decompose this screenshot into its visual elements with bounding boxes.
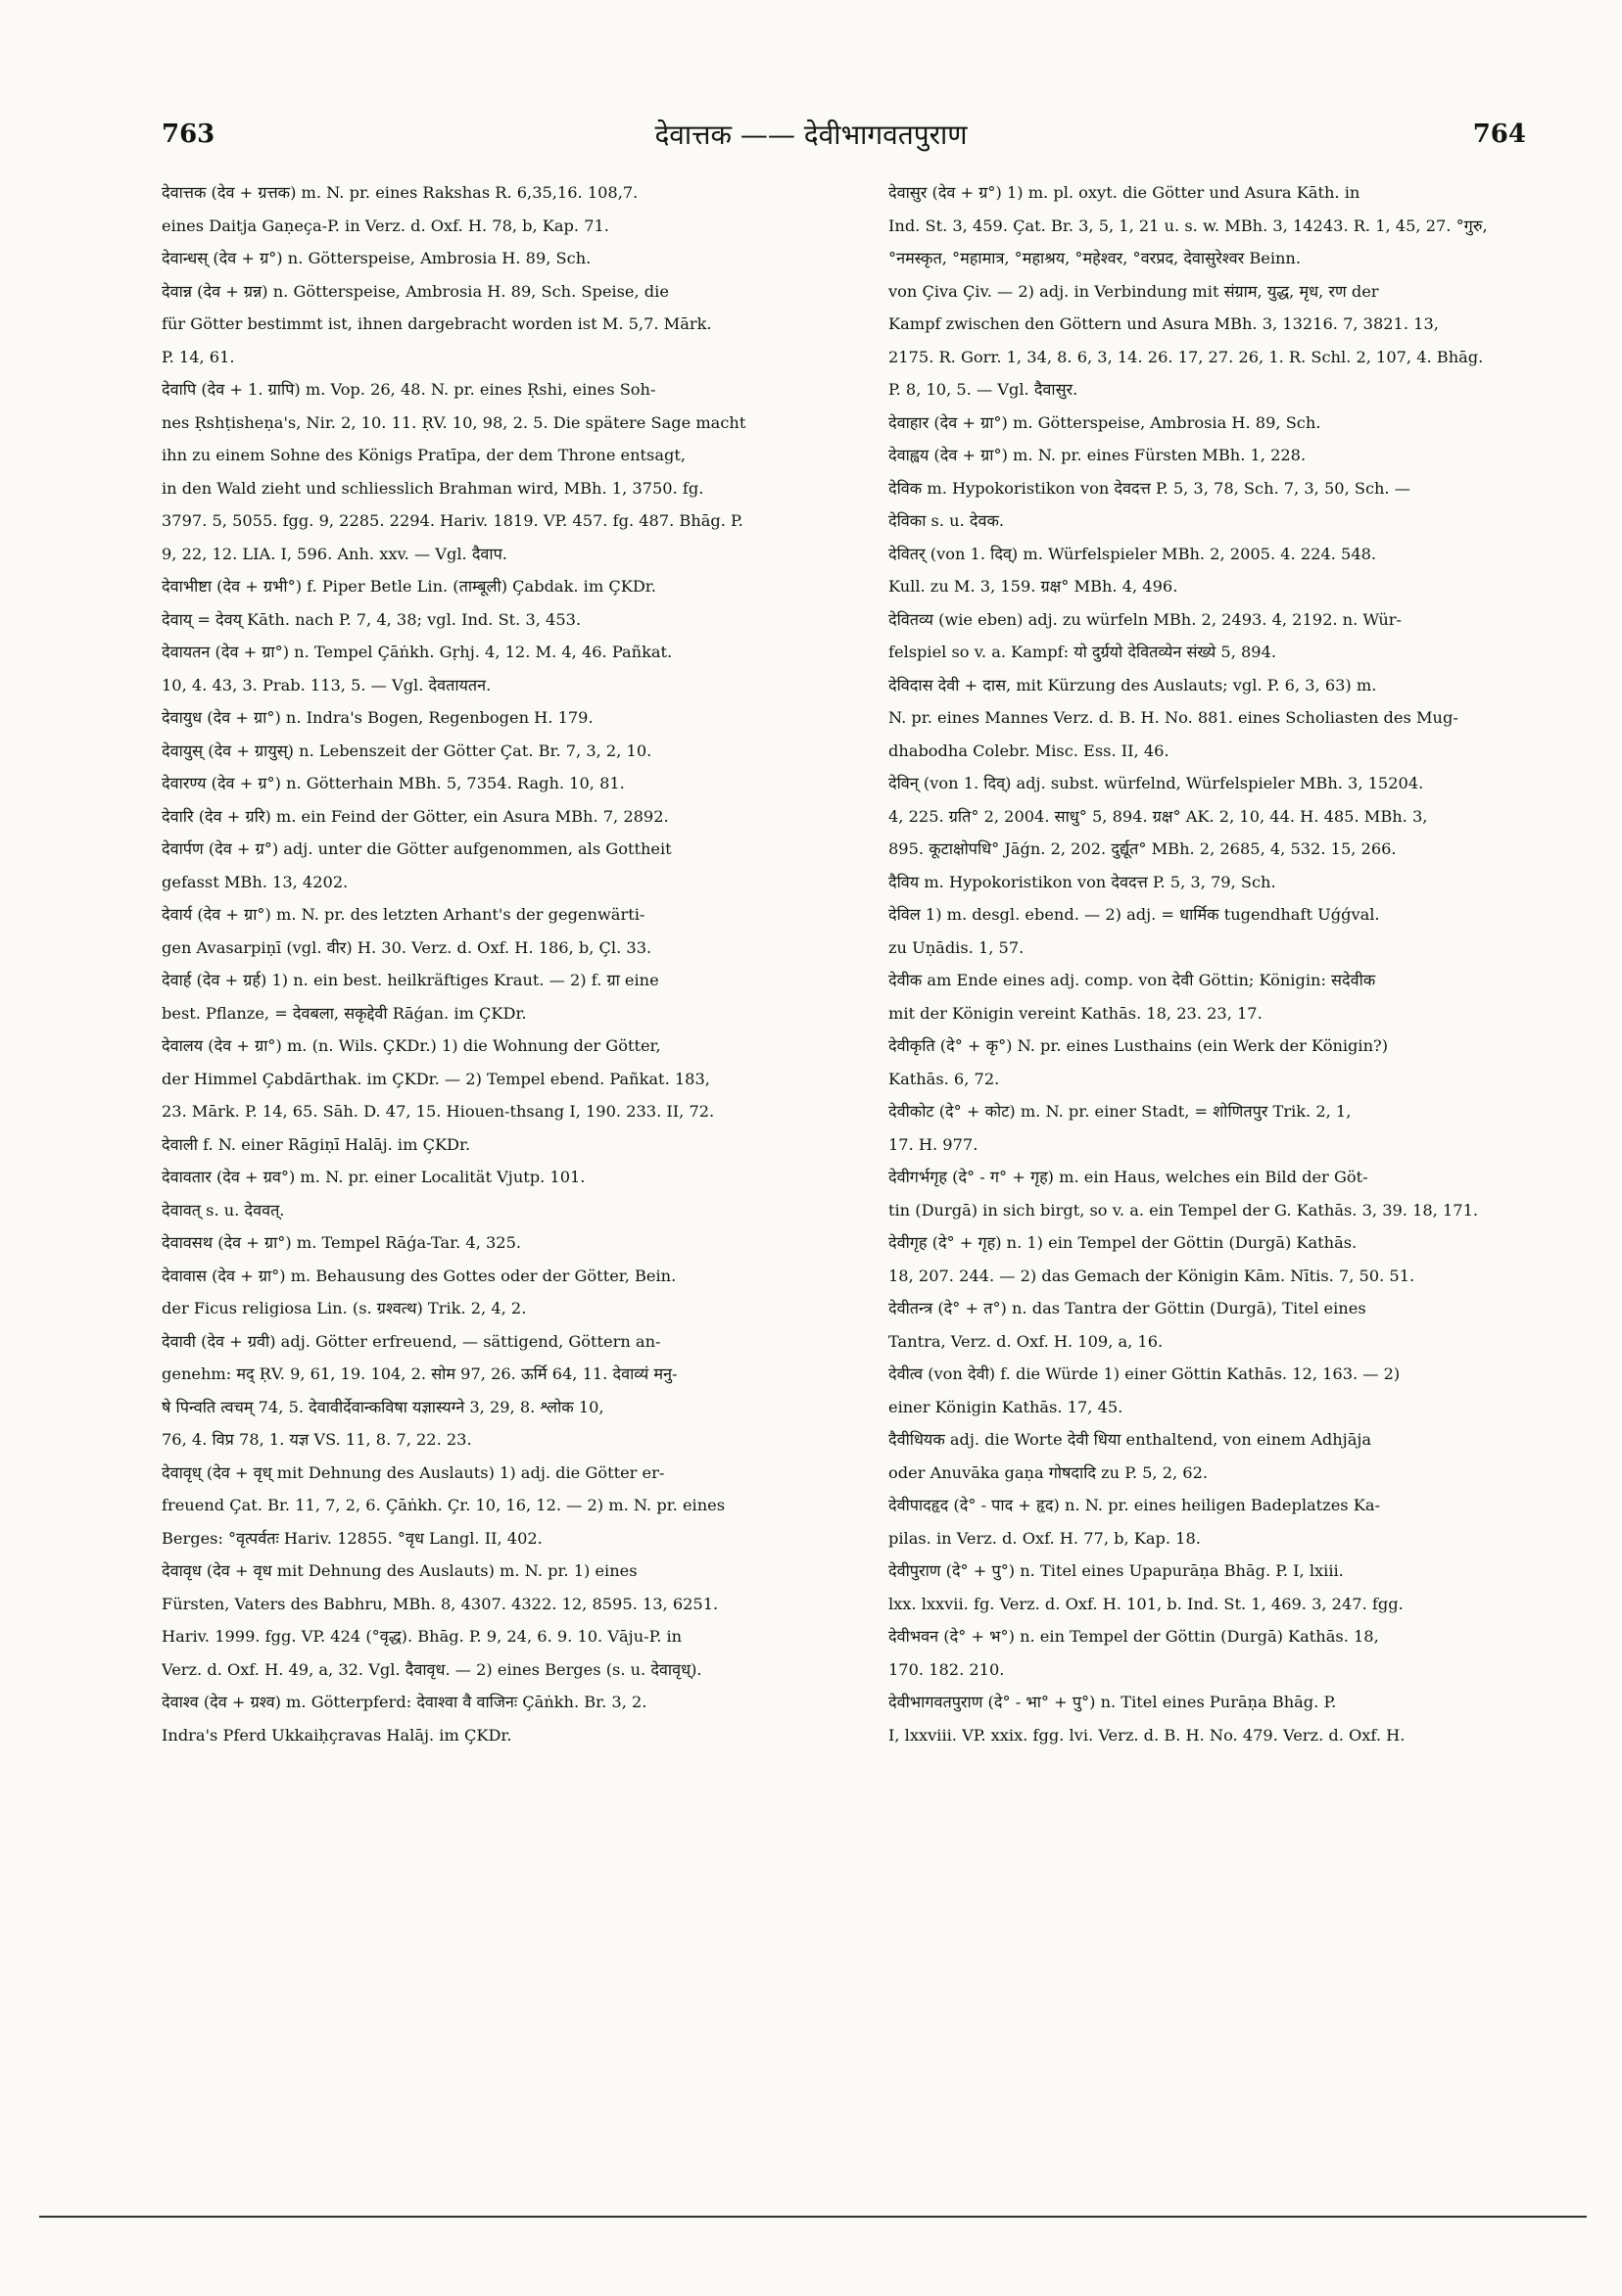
- entry-line: देवीकोट (दे° + कोट) m. N. pr. einer Stadt, = शोणितपुर Trik. 2, 1,: [888, 1102, 1352, 1121]
- entry-line: देवावी (देव + ग्रवी) adj. Götter erfreuend, — sättigend, Göttern an-: [162, 1331, 661, 1351]
- entry-line: 2175. R. Gorr. 1, 34, 8. 6, 3, 14. 26. 17, 27. 26, 1. R. Schl. 2, 107, 4. Bhāg.: [888, 347, 1484, 366]
- page-number-left: 763: [162, 120, 215, 149]
- entry-line: देवारि (देव + ग्ररि) m. ein Feind der Götter, ein Asura MBh. 7, 2892.: [162, 806, 669, 826]
- entry-line: देवीभवन (दे° + भ°) n. ein Tempel der Göttin (Durgā) Kathās. 18,: [888, 1627, 1379, 1646]
- entry-line: देवार्ह (देव + ग्रर्ह) 1) n. ein best. heilkräftiges Kraut. — 2) f. ग्रा eine: [162, 971, 659, 989]
- entry-line: देवापि (देव + 1. ग्रापि) m. Vop. 26, 48. N. pr. eines Ṛshi, eines Soh-: [162, 380, 656, 399]
- entry-line: 9, 22, 12. LIA. I, 596. Anh. xxv. — Vgl. दैवाप.: [162, 544, 507, 563]
- entry-line: lxx. lxxvii. fg. Verz. d. Oxf. H. 101, b. Ind. St. 1, 469. 3, 247. fgg.: [888, 1594, 1404, 1613]
- entry-line: 23. Mārk. P. 14, 65. Sāh. D. 47, 15. Hiouen-thsang I, 190. 233. II, 72.: [162, 1102, 715, 1121]
- entry-line: देवीक am Ende eines adj. comp. von देवी Göttin; Königin: सदेवीक: [888, 971, 1376, 989]
- entry-line: देवान्न (देव + ग्रन्न) n. Götterspeise, Ambrosia H. 89, Sch. Speise, die: [162, 281, 669, 301]
- entry-line: देवावास (देव + ग्रा°) m. Behausung des Gottes oder der Götter, Bein.: [162, 1266, 677, 1285]
- entry-line: Fürsten, Vaters des Babhru, MBh. 8, 4307. 4322. 12, 8595. 13, 6251.: [162, 1594, 719, 1613]
- entry-line: der Ficus religiosa Lin. (s. ग्रश्वत्थ) Trik. 2, 4, 2.: [162, 1299, 527, 1317]
- entry-line: für Götter bestimmt ist, ihnen dargebracht worden ist M. 5,7. Mārk.: [162, 314, 712, 333]
- entry-line: 3797. 5, 5055. fgg. 9, 2285. 2294. Hariv. 1819. VP. 457. fg. 487. Bhāg. P.: [162, 511, 743, 530]
- entry-line: Kathās. 6, 72.: [888, 1069, 1000, 1088]
- entry-line: 10, 4. 43, 3. Prab. 113, 5. — Vgl. देवतायतन.: [162, 675, 492, 694]
- entry-line: 76, 4. विप्र 78, 1. यज्ञ VS. 11, 8. 7, 22. 23.: [162, 1430, 472, 1449]
- entry-line: देवीगर्भगृह (दे° - ग° + गृह) m. ein Haus, welches ein Bild der Göt-: [888, 1168, 1368, 1186]
- left-column: [162, 176, 859, 1751]
- entry-line: देवाभीष्टा (देव + ग्रभी°) f. Piper Betle Lin. (ताम्बूली) Çabdak. im ÇKDr.: [162, 577, 656, 596]
- entry-line: 170. 182. 210.: [888, 1659, 1005, 1679]
- running-head: देवात्तक —— देवीभागवतपुराण: [654, 119, 968, 151]
- entry-line: P. 8, 10, 5. — Vgl. दैवासुर.: [888, 380, 1078, 399]
- entry-line: देवायुध (देव + ग्रा°) n. Indra's Bogen, Regenbogen H. 179.: [162, 708, 594, 727]
- entry-line: देवीगृह (दे° + गृह) n. 1) ein Tempel der Göttin (Durgā) Kathās.: [888, 1233, 1358, 1252]
- entry-line: I, lxxviii. VP. xxix. fgg. lvi. Verz. d. B. H. No. 479. Verz. d. Oxf. H.: [888, 1725, 1406, 1745]
- entry-line: 4, 225. ग्रति° 2, 2004. साधु° 5, 894. ग्रक्ष° AK. 2, 10, 44. H. 485. MBh. 3,: [888, 806, 1428, 826]
- entry-line: दैविय m. Hypokoristikon von देवदत्त P. 5, 3, 79, Sch.: [888, 872, 1276, 891]
- entry-line: देवीभागवतपुराण (दे° - भा° + पु°) n. Titel eines Purāṇa Bhāg. P.: [888, 1693, 1337, 1711]
- entry-line: देवायतन (देव + ग्रा°) n. Tempel Çāṅkh. Gṛhj. 4, 12. M. 4, 46. Pañkat.: [162, 643, 673, 661]
- entry-line: zu Uṇādis. 1, 57.: [888, 937, 1025, 957]
- entry-line: देवितर् (von 1. दिव्) m. Würfelspieler MBh. 2, 2005. 4. 224. 548.: [888, 544, 1377, 563]
- entry-line: देविन् (von 1. दिव्) adj. subst. würfelnd, Würfelspieler MBh. 3, 15204.: [888, 774, 1424, 792]
- entry-line: ihn zu einem Sohne des Königs Pratīpa, der dem Throne entsagt,: [162, 446, 687, 464]
- entry-line: 895. कूटाक्षोपधि° Jāǵn. 2, 202. दुर्द्यूत° MBh. 2, 2685, 4, 532. 15, 266.: [888, 839, 1397, 858]
- entry-line: देवीतन्त्र (दे° + त°) n. das Tantra der Göttin (Durgā), Titel eines: [888, 1299, 1366, 1317]
- entry-line: Tantra, Verz. d. Oxf. H. 109, a, 16.: [888, 1331, 1164, 1351]
- entry-line: Indra's Pferd Ukkaiḥçravas Halāj. im ÇKDr.: [162, 1725, 512, 1745]
- entry-line: Hariv. 1999. fgg. VP. 424 (°वृद्ध). Bhāg. P. 9, 24, 6. 9. 10. Vāju-P. in: [162, 1627, 683, 1646]
- entry-line: देवाहार (देव + ग्रा°) m. Götterspeise, Ambrosia H. 89, Sch.: [888, 412, 1321, 432]
- entry-line: nes Ṛshṭisheṇa's, Nir. 2, 10. 11. ṚV. 10, 98, 2. 5. Die spätere Sage macht: [162, 412, 746, 432]
- entry-line: देवावत् s. u. देववत्.: [162, 1200, 285, 1220]
- footer-rule-left: [39, 2216, 862, 2218]
- entry-line: felspiel so v. a. Kampf: यो दुर्ग्रयो देवितव्येन संख्ये 5, 894.: [888, 643, 1277, 661]
- entry-line: देविदास देवी + दास, mit Kürzung des Auslauts; vgl. P. 6, 3, 63) m.: [888, 675, 1377, 694]
- entry-line: genehm: मद् ṚV. 9, 61, 19. 104, 2. सोम 97, 26. ऊर्मि 64, 11. देवाव्यं मनु-: [162, 1364, 678, 1383]
- entry-line: °नमस्कृत, °महामात्र, °महाश्रय, °महेश्वर, °वरप्रद, देवासुरेश्वर Beinn.: [888, 249, 1301, 267]
- entry-line: der Himmel Çabdārthak. im ÇKDr. — 2) Tempel ebend. Pañkat. 183,: [162, 1069, 710, 1088]
- entry-line: देवाय् = देवय् Kāth. nach P. 7, 4, 38; vgl. Ind. St. 3, 453.: [162, 609, 582, 629]
- entry-line: देवासुर (देव + ग्र°) 1) m. pl. oxyt. die Götter und Asura Kāth. in: [888, 183, 1360, 202]
- entry-line: देवाश्व (देव + ग्रश्व) m. Götterpferd: देवाश्वा वै वाजिनः Çāṅkh. Br. 3, 2.: [162, 1693, 647, 1711]
- entry-line: देवायुस् (देव + ग्रायुस्) n. Lebenszeit der Götter Çat. Br. 7, 3, 2, 10.: [162, 741, 652, 760]
- entry-line: देवावतार (देव + ग्रव°) m. N. pr. einer Localität Vjutp. 101.: [162, 1168, 586, 1186]
- entry-line: देवीपुराण (दे° + पु°) n. Titel eines Upapurāṇa Bhāg. P. I, lxiii.: [888, 1561, 1344, 1580]
- entry-line: 17. H. 977.: [888, 1134, 978, 1154]
- entry-line: tin (Durgā) in sich birgt, so v. a. ein Tempel der G. Kathās. 3, 39. 18, 171.: [888, 1200, 1479, 1220]
- entry-line: mit der Königin vereint Kathās. 18, 23. 23, 17.: [888, 1003, 1263, 1023]
- entry-line: freuend Çat. Br. 11, 7, 2, 6. Çāṅkh. Çr. 10, 16, 12. — 2) m. N. pr. eines: [162, 1496, 726, 1514]
- entry-line: देवारण्य (देव + ग्र°) n. Götterhain MBh. 5, 7354. Ragh. 10, 81.: [162, 774, 625, 792]
- entry-line: Berges: °वृत्पर्वतः Hariv. 12855. °वृध Langl. II, 402.: [162, 1528, 543, 1548]
- entry-line: देविल 1) m. desgl. ebend. — 2) adj. = धार्मिक tugendhaft Uǵǵval.: [888, 905, 1380, 924]
- entry-line: N. pr. eines Mannes Verz. d. B. H. No. 881. eines Scholiasten des Mug-: [888, 708, 1458, 727]
- entry-line: in den Wald zieht und schliesslich Brahman wird, MBh. 1, 3750. fg.: [162, 478, 704, 498]
- entry-line: देवार्पण (देव + ग्र°) adj. unter die Götter aufgenommen, als Gottheit: [162, 839, 672, 858]
- footer-rule-right: [862, 2216, 1587, 2218]
- entry-line: eines Daitja Gaṇeça-P. in Verz. d. Oxf. H. 78, b, Kap. 71.: [162, 215, 609, 235]
- entry-line: देवितव्य (wie eben) adj. zu würfeln MBh. 2, 2493. 4, 2192. n. Wür-: [888, 609, 1403, 629]
- entry-line: दैवीधियक adj. die Worte देवी धिया enthaltend, von einem Adhjāja: [888, 1430, 1372, 1449]
- entry-line: oder Anuvāka gaṇa गोषदादि zu P. 5, 2, 62.: [888, 1462, 1209, 1482]
- entry-line: षे पिन्वति त्वचम् 74, 5. देवावीर्देवान्कविषा यज्ञास्यग्ने 3, 29, 8. श्लोक 10,: [162, 1397, 604, 1416]
- entry-line: देविक m. Hypokoristikon von देवदत्त P. 5, 3, 78, Sch. 7, 3, 50, Sch. —: [888, 478, 1410, 498]
- entry-line: देवाली f. N. einer Rāgiṇī Halāj. im ÇKDr.: [162, 1134, 471, 1154]
- entry-line: Kull. zu M. 3, 159. ग्रक्ष° MBh. 4, 496.: [888, 577, 1178, 596]
- entry-line: gefasst MBh. 13, 4202.: [162, 872, 349, 891]
- entry-line: देवावृध (देव + वृध mit Dehnung des Auslauts) m. N. pr. 1) eines: [162, 1561, 638, 1580]
- entry-line: P. 14, 61.: [162, 347, 235, 366]
- entry-line: pilas. in Verz. d. Oxf. H. 77, b, Kap. 18.: [888, 1528, 1201, 1548]
- entry-line: dhabodha Colebr. Misc. Ess. II, 46.: [888, 741, 1169, 760]
- entry-line: Kampf zwischen den Göttern und Asura MBh. 3, 13216. 7, 3821. 13,: [888, 314, 1439, 333]
- entry-line: einer Königin Kathās. 17, 45.: [888, 1397, 1123, 1416]
- entry-line: देवीकृति (दे° + कृ°) N. pr. eines Lusthains (ein Werk der Königin?): [888, 1036, 1389, 1055]
- entry-line: देवात्तक (देव + ग्रत्तक) m. N. pr. eines Rakshas R. 6,35,16. 108,7.: [162, 183, 639, 202]
- entry-line: best. Pflanze, = देवबला, सकृद्देवी Rāǵan. im ÇKDr.: [162, 1003, 527, 1023]
- entry-line: Verz. d. Oxf. H. 49, a, 32. Vgl. दैवावृध. — 2) eines Berges (s. u. देवावृध्).: [162, 1659, 702, 1679]
- entry-line: देवीत्व (von देवी) f. die Würde 1) einer Göttin Kathās. 12, 163. — 2): [888, 1364, 1401, 1383]
- entry-line: देविका s. u. देवक.: [888, 511, 1005, 530]
- page-number-right: 764: [1472, 120, 1526, 149]
- entry-line: देवाह्वय (देव + ग्रा°) m. N. pr. eines Fürsten MBh. 1, 228.: [888, 446, 1307, 464]
- entry-line: Ind. St. 3, 459. Çat. Br. 3, 5, 1, 21 u. s. w. MBh. 3, 14243. R. 1, 45, 27. °गुरु,: [888, 215, 1488, 235]
- entry-line: देवार्य (देव + ग्रा°) m. N. pr. des letzten Arhant's der gegenwärti-: [162, 905, 645, 924]
- entry-line: von Çiva Çiv. — 2) adj. in Verbindung mit संग्राम, युद्ध, मृध, रण der: [888, 281, 1379, 301]
- entry-line: देवावसथ (देव + ग्रा°) m. Tempel Rāǵa-Tar. 4, 325.: [162, 1233, 522, 1252]
- right-column: [888, 176, 1560, 1751]
- entry-line: देवालय (देव + ग्रा°) m. (n. Wils. ÇKDr.) 1) die Wohnung der Götter,: [162, 1036, 661, 1055]
- entry-line: gen Avasarpiṇī (vgl. वीर) H. 30. Verz. d. Oxf. H. 186, b, Çl. 33.: [162, 937, 652, 957]
- entry-line: देवीपादहृद (दे° - पाद + हृद) n. N. pr. eines heiligen Badeplatzes Ka-: [888, 1496, 1380, 1514]
- entry-line: देवावृध् (देव + वृध् mit Dehnung des Auslauts) 1) adj. die Götter er-: [162, 1462, 665, 1482]
- entry-line: 18, 207. 244. — 2) das Gemach der Königin Kām. Nītis. 7, 50. 51.: [888, 1266, 1415, 1285]
- entry-line: देवान्धस् (देव + ग्र°) n. Götterspeise, Ambrosia H. 89, Sch.: [162, 249, 592, 267]
